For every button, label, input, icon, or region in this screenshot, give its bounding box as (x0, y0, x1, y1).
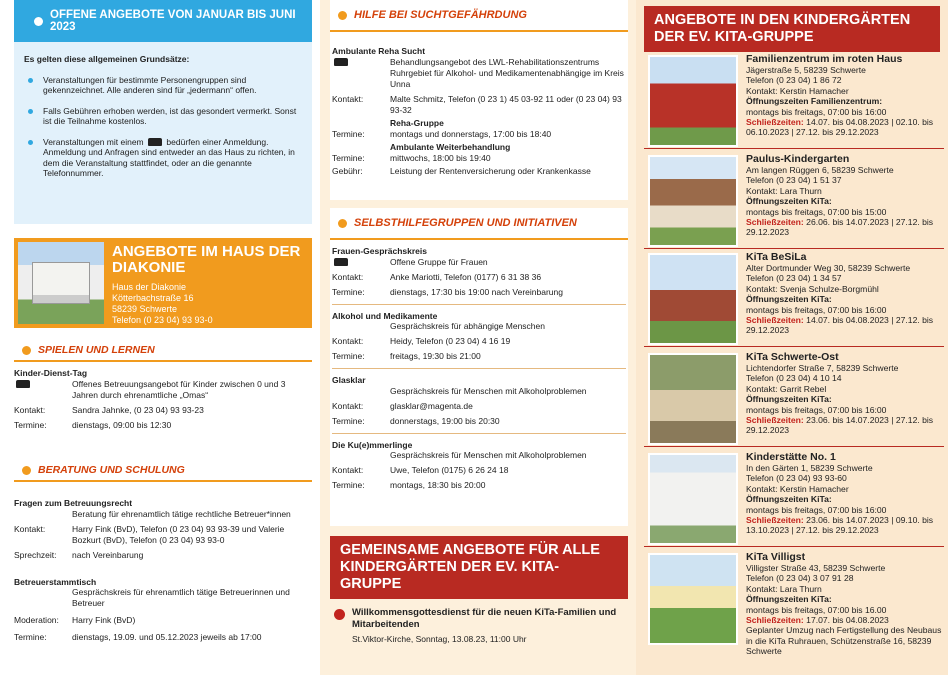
gemeinsam-place: St.Viktor-Kirche, Sonntag, 13.08.23, 11:00 Uhr (352, 634, 527, 644)
gemeinsam-section (330, 536, 628, 645)
kita-name: KiTa Schwerte-Ost (746, 351, 839, 363)
kita-photo (648, 553, 738, 645)
principles-intro: Es gelten diese allgemeinen Grundsätze: (24, 54, 190, 64)
diakonie-address: Haus der Diakonie Kötterbachstraße 16 58239 Schwerte Telefon (0 23 04) 93 93-0 (112, 282, 213, 325)
kita-name: Paulus-Kindergarten (746, 153, 850, 165)
group-entry: Frauen-Gesprächskreis Offene Gruppe für Frauen Kontakt: Anke Mariotti, Telefon (0177) 6 31 38 36 Termine: dienstags, 17:30 bis 19:00 nach Vereinbarung (332, 246, 563, 297)
group-entry: Alkohol und Medikamente Gesprächskreis für abhängige Menschen Kontakt: Heidy, Telefon (0 23 04) 4 16 19 Termine: freitags, 19:30 bis 21:00 (332, 304, 626, 363)
kita-photo (648, 55, 738, 147)
divider (644, 346, 944, 347)
principle-item: Veranstaltungen für bestimmte Personengruppen sind gekennzeichnet. Alle anderen sind für „jedermann“ offen. (24, 75, 304, 96)
column-offene-angebote (0, 0, 320, 675)
kitas-title: ANGEBOTE IN DEN KINDERGÄRTEN DER EV. KITA-GRUPPE (644, 6, 940, 52)
diakonie-house-photo (18, 242, 104, 324)
kita-name: KiTa BeSiLa (746, 251, 807, 263)
diakonie-title: ANGEBOTE IM HAUS DER DIAKONIE (112, 243, 301, 276)
bullet-icon (28, 78, 33, 83)
section-header-offene-angebote: OFFENE ANGEBOTE VON JANUAR BIS JUNI 2023 (14, 0, 312, 42)
beratung-section: BERATUNG UND SCHULUNG Fragen zum Betreuungsrecht Beratung für ehrenamtlich tätige rechtliche Betreuer*innen Kontakt: Harry Fink (BvD), Telefon (0 23 04) 93 93-39 und Valerie Bozkurt (BvD), Telefon (0 23 04) 93 93-0 Sprechzeit: nach Vereinbarung Betreuerstammtisch Gesprächskreis für ehrenamtlich tätige Betreuerinnen und Betreuer Moderation: Harry Fink (BvD) Termine: dienstags, 19.09. und 05.12.2023 jeweils ab 17:00 (14, 460, 312, 643)
group-entry: Die Ku(e)mmerlinge Gesprächskreis für Menschen mit Alkoholproblemen Kontakt: Uwe, Telefon (0175) 6 26 24 18 Termine: montags, 18:30 bis 20:00 (332, 433, 626, 492)
telephone-icon (16, 380, 30, 388)
kita-photo (648, 353, 738, 445)
principles-box (14, 42, 312, 224)
bullet-dot-icon (22, 466, 31, 475)
divider (644, 546, 944, 547)
telephone-icon (334, 58, 348, 66)
kita-photo (648, 253, 738, 345)
column-kitas (636, 0, 948, 675)
kita-entry: Familienzentrum im roten Haus Jägerstraße 5, 58239 Schwerte Telefon (0 23 04) 1 86 72 Kontakt: Kerstin Hamacher Öffnungszeiten Familienzentrum: montags bis freitags, 07:00 bis 16:00 Schließzeiten: 14.07. bis 04.08.2023 | 02.10. bis 06.10.2023 | 27.12. bis 29.12.2023 (644, 52, 944, 150)
bullet-icon (28, 109, 33, 114)
kita-entry: Paulus-Kindergarten Am langen Rüggen 6, 58239 Schwerte Telefon (0 23 04) 1 51 37 Kontakt: Lara Thurn Öffnungszeiten KiTa: montags bis freitags, 07:00 bis 15:00 Schließzeiten: 26.06. bis 14.07.2023 | 27.12. bis 29.12.2023 (644, 152, 944, 250)
shg-section (330, 208, 628, 526)
kita-name: Kinderstätte No. 1 (746, 451, 836, 463)
gemeinsam-title: GEMEINSAME ANGEBOTE FÜR ALLE KINDERGÄRTEN DER EV. KITA-GRUPPE (330, 536, 628, 599)
subhead-spielen: SPIELEN UND LERNEN (14, 340, 312, 362)
bullet-dot-icon (334, 609, 345, 620)
kita-name: Familienzentrum im roten Haus (746, 53, 903, 65)
kita-entry: KiTa Schwerte-Ost Lichtendorfer Straße 7, 58239 Schwerte Telefon (0 23 04) 4 10 14 Kontakt: Garrit Rebel Öffnungszeiten KiTa: montags bis freitags, 07:00 bis 16:00 Schließzeiten: 23.06. bis 14.07.2023 | 27.12. bis 29.12.2023 (644, 350, 944, 448)
kita-entry: KiTa BeSiLa Alter Dortmunder Weg 30, 58239 Schwerte Telefon (0 23 04) 1 34 57 Kontakt: Svenja Schulze-Borgmühl Öffnungszeiten KiTa: montags bis freitags, 07:00 bis 16:00 Schließzeiten: 14.07. bis 04.08.2023 | 27.12. bis 29.12.2023 (644, 250, 944, 348)
bullet-dot-icon (34, 17, 43, 26)
spielen-section: SPIELEN UND LERNEN Kinder-Dienst-Tag Offenes Betreuungsangebot für Kinder zwischen 0 und 3 Jahren durch ehrenamtliche „Omas“ Kontakt: Sandra Jahnke, (0 23 04) 93 93-23 Termine: dienstags, 09:00 bis 12:30 (14, 340, 312, 431)
subhead-selbsthilfe: SELBSTHILFEGRUPPEN UND INITIATIVEN (330, 208, 628, 240)
divider (644, 248, 944, 249)
gemeinsam-item: Willkommensgottesdienst für die neuen KiTa-Familien und Mitarbeitenden (352, 607, 617, 630)
kita-name: KiTa Villigst (746, 551, 806, 563)
hilfe-section: HILFE BEI SUCHTGEFÄHRDUNG Ambulante Reha Sucht Behandlungsangebot des LWL-Rehabilitationszentrums Ruhrgebiet für Alkohol- und Medikamentenabhängige im Kreis Unna Kontakt: Malte Schmitz, Telefon (0 23 1) 45 03-92 11 oder (0 23 04) 93 93-32 Reha-Gruppe Termine: montags und donnerstags, 17:00 bis 18:40 Ambulante Weiterbehandlung Termine: mittwochs, 18:00 bis 19:40 Gebühr: Leistung der Rentenversicherung oder Krankenkasse (330, 0, 628, 200)
bullet-dot-icon (338, 11, 347, 20)
kita-photo (648, 155, 738, 247)
kita-photo (648, 453, 738, 545)
group-entry: Glasklar Gesprächskreis für Menschen mit Alkoholproblemen Kontakt: glasklar@magenta.de Termine: donnerstags, 19:00 bis 20:30 (332, 368, 626, 427)
kita-entry: KiTa Villigst Villigster Straße 43, 58239 Schwerte Telefon (0 23 04) 3 07 91 28 Kontakt: Lara Thurn Öffnungszeiten KiTa: montags bis freitags, 07:00 bis 16.00 Schließzeiten: 17.07. bis 04.08.2023 Geplanter Umzug nach Fertigstellung des Neubaus in die KiTa Ruhrauen, Schützenstraße 16, 58239 Schwerte (644, 550, 944, 648)
bullet-dot-icon (338, 219, 347, 228)
bullet-icon (28, 140, 33, 145)
bullet-dot-icon (22, 346, 31, 355)
kita-entry: Kinderstätte No. 1 In den Gärten 1, 58239 Schwerte Telefon (0 23 04) 93 93-60 Kontakt: Kerstin Hamacher Öffnungszeiten KiTa: montags bis freitags, 07:00 bis 16:00 Schließzeiten: 23.06. bis 14.07.2023 | 09.10. bis 13.10.2023 | 27.12. bis 29.12.2023 (644, 450, 944, 548)
subhead-hilfe: HILFE BEI SUCHTGEFÄHRDUNG (330, 0, 628, 32)
subhead-beratung: BERATUNG UND SCHULUNG (14, 460, 312, 482)
principle-item: Falls Gebühren erhoben werden, ist das gesondert vermerkt. Sonst ist die Teilnahme kostenlos. (24, 106, 304, 127)
telephone-icon (148, 138, 162, 146)
diakonie-banner (14, 238, 312, 328)
divider (644, 148, 944, 149)
telephone-icon (334, 258, 348, 266)
column-sucht (320, 0, 636, 675)
principle-item: Veranstaltungen mit einem bedürfen einer Anmeldung. Anmeldung und Anfragen sind entweder an das Haus zu richten, in dem die Veranstaltung stattfindet, oder an die genannte Telefonnummer. (24, 137, 304, 179)
divider (644, 446, 944, 447)
